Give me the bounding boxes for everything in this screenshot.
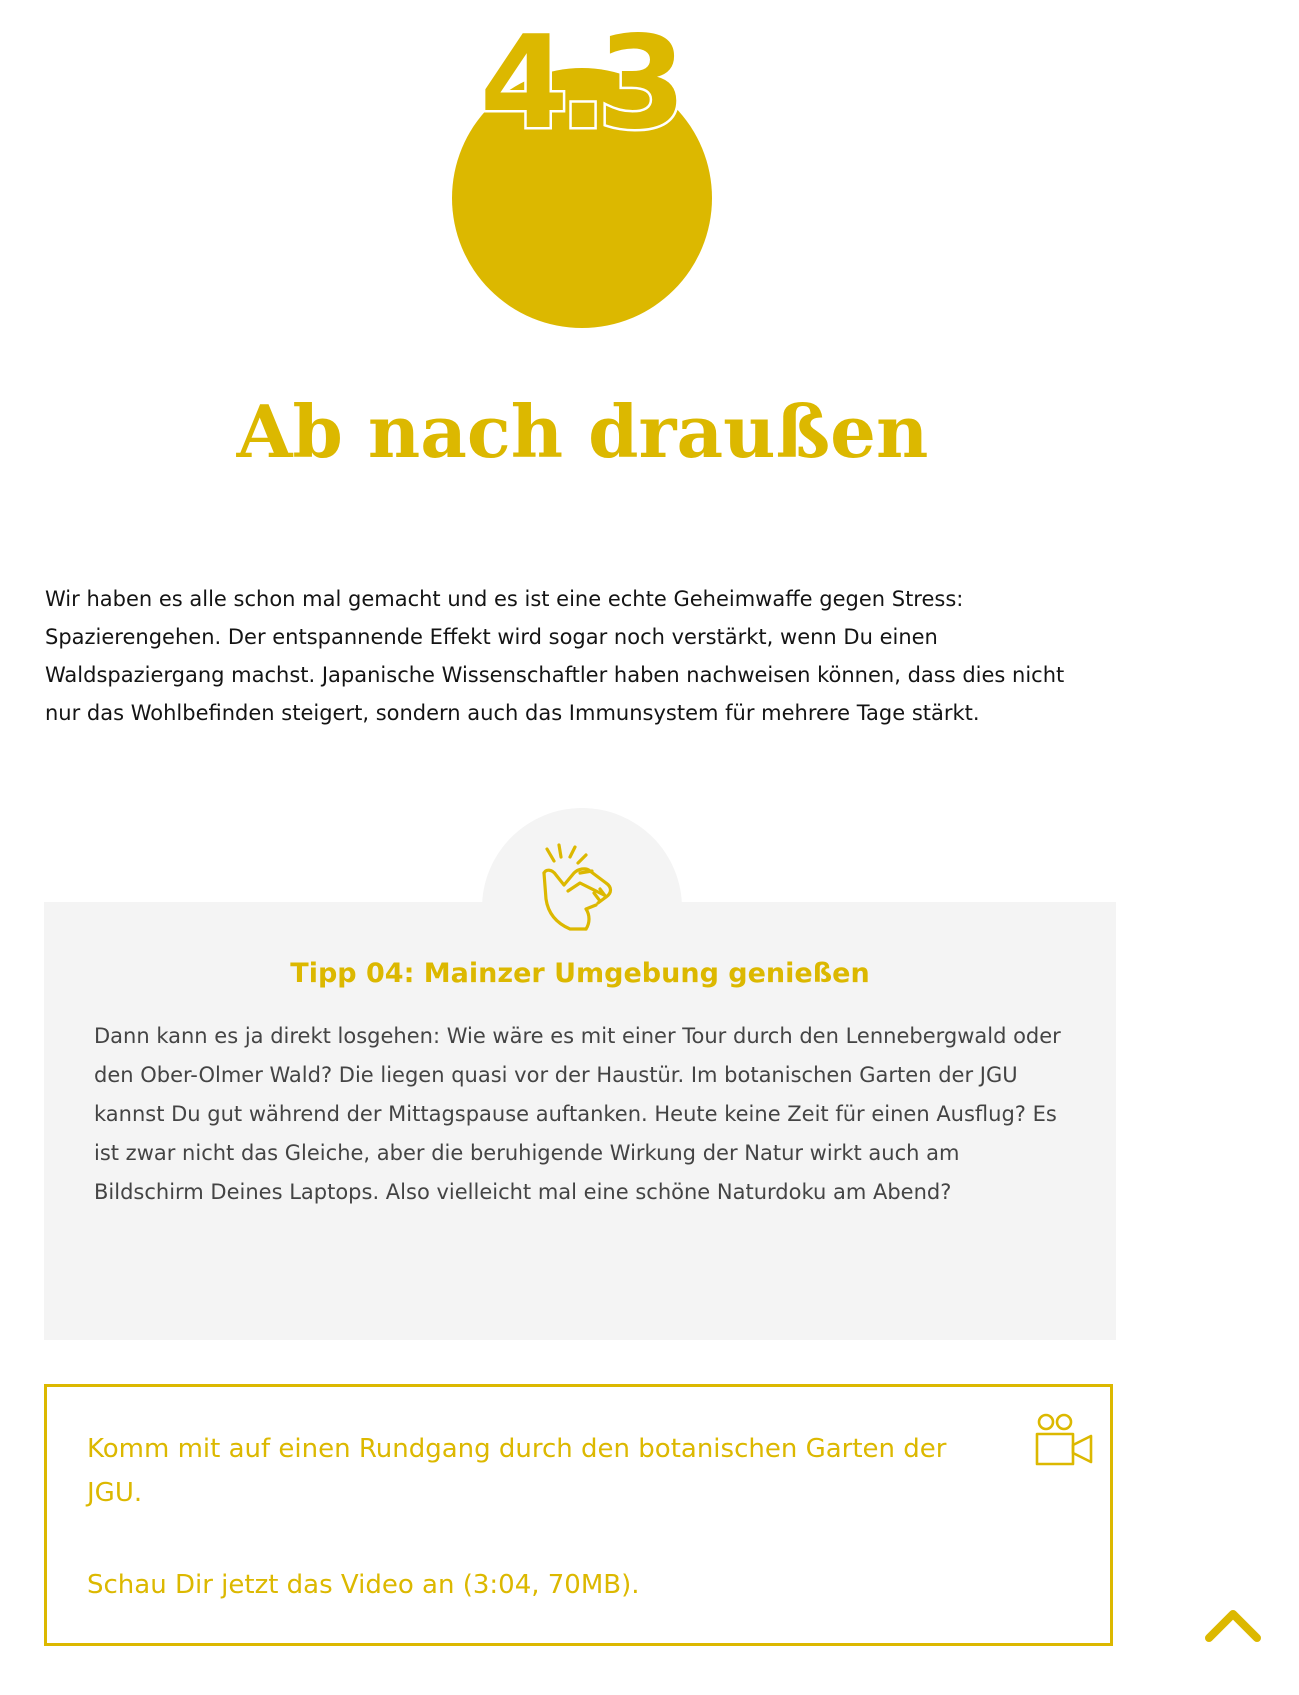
video-cta-link[interactable]: Schau Dir jetzt das Video an (3:04, 70MB). [87,1570,640,1600]
video-link[interactable]: Komm mit auf einen Rundgang durch den botanischen Garten der JGU. [87,1434,947,1508]
snap-fingers-icon [540,843,624,933]
chevron-up-icon[interactable] [1202,1602,1264,1646]
video-camera-icon[interactable] [1033,1412,1095,1470]
tip-heading: Tipp 04: Mainzer Umgebung genießen [290,958,870,989]
intro-paragraph: Wir haben es alle schon mal gemacht und es ist eine echte Geheimwaffe gegen Stress: Spazierengehen. Der entspannende Effekt wird sogar noch verstärkt, wenn Du einen Waldspaziergang machst. Japanische Wissenschaftler haben nachweisen können, dass dies nicht nur das Wohlbefinden steigert, sondern auch das Immunsystem für mehrere Tage stärkt. [45,587,1065,725]
section-badge [452,9,712,328]
page-title: Ab nach draußen [236,389,929,474]
video-teaser-box[interactable] [44,1384,1113,1646]
section-number: 4.3 [479,9,677,158]
tip-text: Dann kann es ja direkt losgehen: Wie wäre es mit einer Tour durch den Lennebergwald oder den Ober-Olmer Wald? Die liegen quasi vor der Haustür. Im botanischen Garten der JGU kannst Du gut während der Mittagspause auftanken. Heute keine Zeit für einen Ausflug? Es ist zwar nicht das Gleiche, aber die beruhigende Wirkung der Natur wirkt auch am Bildschirm Deines Laptops. Also vielleicht mal eine schöne Naturdoku am Abend? [94,1024,1061,1204]
